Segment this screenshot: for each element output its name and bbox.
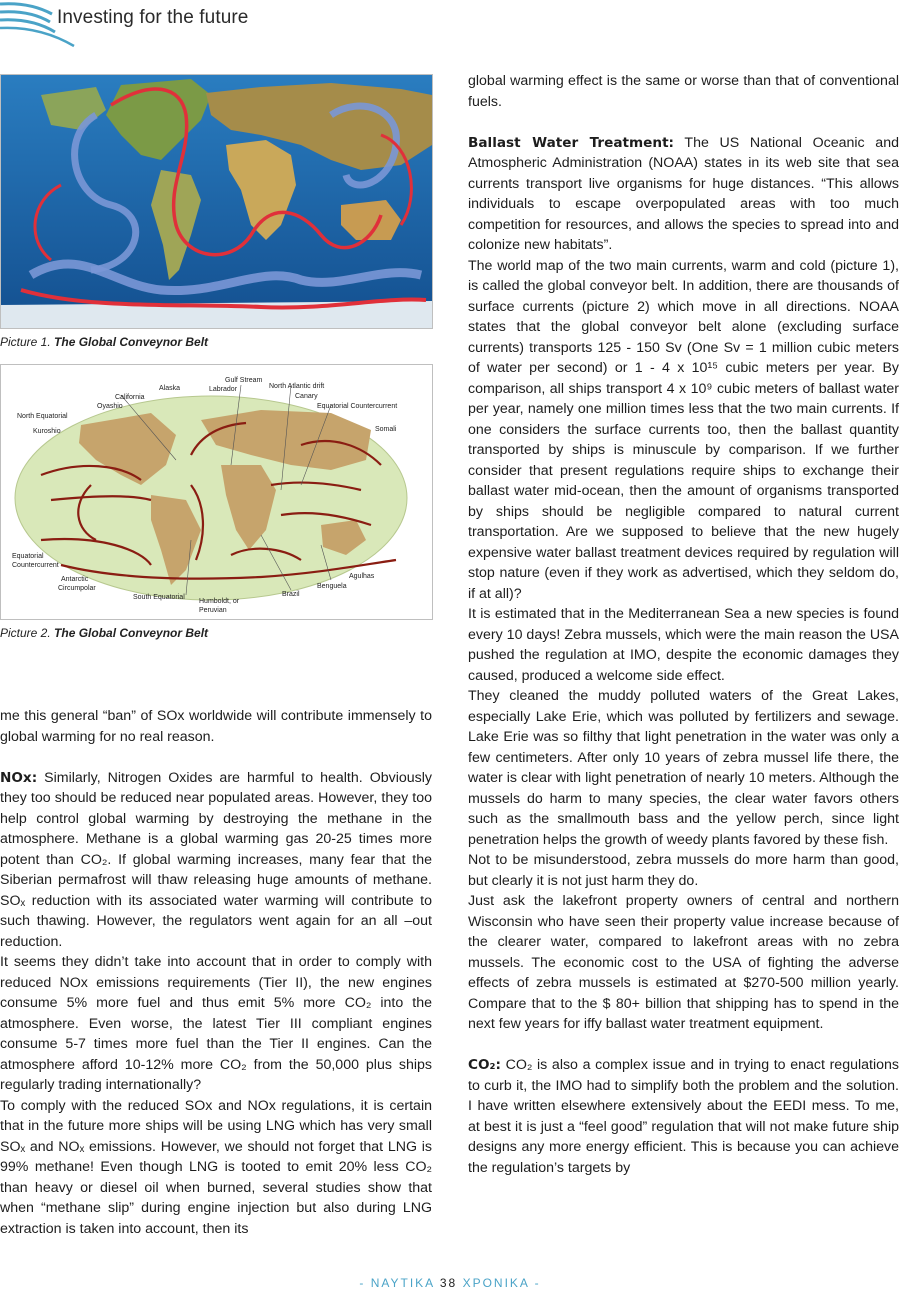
label-equatorial-countercurrent: Equatorial Countercurrent xyxy=(317,403,398,410)
paragraph-ballast xyxy=(468,133,899,256)
page-footer xyxy=(0,1276,900,1290)
paragraph-text: The US National Oceanic and Atmospheric Administration (NOAA) states in its web site that sea currents transport live organisms for huge distances. “This allows individuals to escape overpopulated areas with too much competition for resources, and allows the species to spread into and colonize new habitats”. xyxy=(468,134,899,253)
label-california: California xyxy=(115,394,145,401)
label-kuroshio: Kuroshio xyxy=(33,428,61,435)
page-section-title: Investing for the future xyxy=(57,7,249,28)
caption-title: The Global Conveynor Belt xyxy=(54,335,209,349)
paragraph: me this general “ban” of SOx worldwide will contribute immensely to global warming for no real reason. xyxy=(0,708,432,745)
paragraph: global warming effect is the same or worse than that of conventional fuels. xyxy=(468,73,899,110)
surface-currents-image xyxy=(1,365,432,619)
paragraph-text: CO₂ is also a complex issue and in trying to enact regulations to curb it, the IMO had to simplify both the problem and the solution. I have written elsewhere extensively about the EEDI mess. To me, at best it is just a “feel good” regulation that will not make future ship designs any more energy efficient. This is because you can achieve the regulation’s targets by xyxy=(468,1057,899,1176)
label-south-equatorial: South Equatorial xyxy=(133,594,185,601)
paragraph: It is estimated that in the Mediterranean Sea a new species is found every 10 days! Zebra mussels, which were the main reason the USA pushed the regulation at IMO, despite the economic damages they caused, produced a welcome side effect. xyxy=(468,606,899,684)
caption-prefix: Picture 1. xyxy=(0,335,55,349)
caption-title: The Global Conveynor Belt xyxy=(54,626,209,640)
world-map-image xyxy=(1,75,432,328)
right-text-column xyxy=(468,71,899,1178)
left-text-column xyxy=(0,706,432,1239)
paragraph-text: Similarly, Nitrogen Oxides are harmful to health. Obviously they too should be reduced near populated areas. However, they too help control global warming by destroying the methane in the atmosphere. Methane is a global warming gas 20-25 times more potent than CO₂. If global warming increases, many fear that the Siberian permafrost will thaw releasing huge amounts of methane. SOₓ reduction with its associated water warming will contribute to such thawing. However, the regulators went again for an all –out reduction. xyxy=(0,769,432,950)
paragraph: It seems they didn’t take into account that in order to comply with reduced NOx emissions requirements (Tier II), the new engines consume 5% more fuel and thus emit 5% more CO₂ into the atmosphere. Even worse, the latest Tier III compliant engines consume 5-7 times more fuel than the Tier II engines. Can the atmosphere afford 10-12% more CO₂ from the 50,000 plus ships regularly trading internationally? xyxy=(0,954,432,1093)
page-number: 38 xyxy=(439,1276,458,1290)
footer-magazine-left: - ΝΑΥΤΙΚΑ xyxy=(359,1276,435,1290)
label-oyashio: Oyashio xyxy=(97,403,123,410)
label-equatorial-countercurrent-2a: Equatorial xyxy=(12,553,44,560)
label-benguela: Benguela xyxy=(317,583,347,590)
caption-prefix: Picture 2. xyxy=(0,626,55,640)
ballast-lead: Ballast Water Treatment: xyxy=(468,134,674,151)
label-agulhas: Agulhas xyxy=(349,573,375,580)
label-equatorial-countercurrent-2b: Countercurrent xyxy=(12,562,59,569)
page-header xyxy=(0,0,900,52)
paragraph: To comply with the reduced SOx and NOx regulations, it is certain that in the future more ships will be using LNG which has very small SOₓ and NOₓ emissions. However, we should not forget that LNG is 99% methane! Even though LNG is tooted to emit 20% less CO₂ than heavy or diesel oil when burned, several studies show that when “methane slip” during engine injection but also during LNG extraction is taken into account, then its xyxy=(0,1097,432,1237)
label-labrador: Labrador xyxy=(209,386,238,393)
nox-lead: NOx: xyxy=(0,769,38,786)
paragraph: They cleaned the muddy polluted waters of the Great Lakes, especially Lake Erie, which was polluted by fertilizers and sewage. Lake Erie was so filthy that light penetration in the water was only a few centimeters. After only 10 years of zebra mussel life there, the water is clear with light penetration of nearly 10 meters. Although the mussels do harm to many species, the clear water favors others such as the smallmouth bass and the yellow perch, since light penetration helps the growth of weedy plants favored by these fish. xyxy=(468,688,899,848)
label-north-atlantic-drift: North Atlantic drift xyxy=(269,383,325,390)
co2-lead: CO₂: xyxy=(468,1057,501,1073)
label-humboldt-b: Peruvian xyxy=(199,607,227,614)
label-antarctic-circumpolar-a: Antarctic xyxy=(61,576,89,583)
paragraph-co2 xyxy=(468,1055,899,1178)
label-antarctic-circumpolar-b: Circumpolar xyxy=(58,585,96,592)
label-gulf-stream: Gulf Stream xyxy=(225,377,263,384)
label-canary: Canary xyxy=(295,393,318,400)
label-somali: Somali xyxy=(375,426,397,433)
surface-currents-map-figure xyxy=(0,364,433,620)
paragraph: Just ask the lakefront property owners of central and northern Wisconsin who have seen their property value increase because of the clearer water, compared to lakefront areas with no zebra mussels. The economic cost to the USA of fighting the adverse effects of zebra mussels is estimated at $270-500 million yearly. Compare that to the $ 80+ billion that shipping has to spend in the next few years for iffy ballast water treatment equipment. xyxy=(468,893,899,1032)
conveyor-belt-map-figure xyxy=(0,74,433,329)
paragraph: The world map of the two main currents, warm and cold (picture 1), is called the global conveyor belt. In addition, there are thousands of surface currents (picture 2) which move in all directions. NOAA states that the global conveyor belt alone (excluding surface currents) transports 125 - 150 Sv (One Sv = 1 million cubic meters of water per second) or 1 - 4 x 10¹⁵ cubic meters per year. By comparison, all ships transport 4 x 10⁹ cubic meters of ballast water per year, namely one million times less that the two main currents. If one considers the surface currents too, then the ballast quantity transported by ships is minuscule by comparison. If we further consider that present regulations require ships to exchange their ballast water mid-ocean, then the amount of organisms transported by ships should be negligible compared to natural current transportation. Are we supposed to believe that the new hugely expensive water ballast treatment devices required by regulation will stop nature (even if they work as advertised, which they seldom do, if at all)? xyxy=(468,257,899,602)
figure-1-caption xyxy=(0,335,208,349)
label-humboldt-a: Humboldt, or xyxy=(199,598,240,605)
footer-magazine-right: ΧΡΟΝΙΚΑ - xyxy=(462,1276,541,1290)
label-north-equatorial: North Equatorial xyxy=(17,413,68,420)
figure-2-caption xyxy=(0,626,208,640)
paragraph: Not to be misunderstood, zebra mussels do more harm than good, but clearly it is not just harm they do. xyxy=(468,852,899,889)
paragraph-nox xyxy=(0,768,432,953)
label-brazil: Brazil xyxy=(282,591,300,598)
label-alaska: Alaska xyxy=(159,385,181,392)
